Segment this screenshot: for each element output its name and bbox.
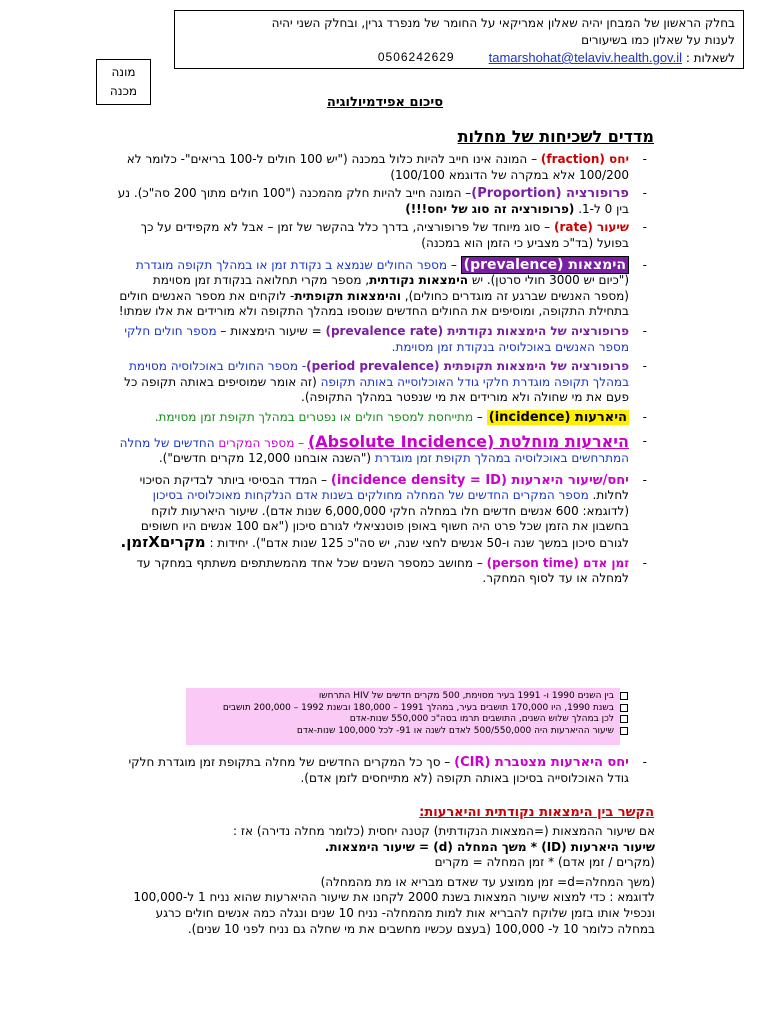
exam-note-box xyxy=(174,10,744,69)
term-absolute-incidence: היארעות מוחלטת (Absolute Incidence) xyxy=(307,431,629,451)
term-prevalence-rate: פרופורציה של הימצאות נקודתית (prevalence rate) xyxy=(325,323,629,338)
note-line-1: בחלק הראשון של המבחן יהיה שאלון אמריקאי על החומר של מנפרד גרין, ובחלק השני יהיה xyxy=(271,16,735,30)
term-person-time: זמן אדם (person time) xyxy=(486,555,629,570)
list-item-absolute-incidence: - היארעות מוחלטת (Absolute Incidence) – מספר המקרים החדשים של מחלה המתרחשים באוכלוסיה במהלך תקופת זמן מוגדרת ("השנה אובחנו 12,000 מקרים חדשים"). xyxy=(115,434,645,467)
definitions-list xyxy=(115,152,645,590)
relationship-formula: שיעור היארעות (ID) * משך המחלה (d) = שיעור הימצאות. xyxy=(324,839,655,854)
document-title: סיכום אפידמיולוגיה xyxy=(326,95,444,110)
numerator-label: מונה xyxy=(111,65,136,79)
checkbox-icon xyxy=(620,715,628,723)
phone-number: 0506242629 xyxy=(377,50,455,64)
term-fraction: יחס (fraction) xyxy=(540,152,629,166)
list-item-proportion: - פרופורציה (Proportion)– המונה חייב להיות חלק מהמכנה ("100 חולים מתוך 200 סה"כ). נע בין 0 ל-1. (פרופורציה זה סוג של יחס!!!) xyxy=(115,186,645,217)
term-incidence-density: יחס/שיעור היארעות (incidence density = ID) xyxy=(330,472,629,488)
term-proportion: פרופורציה (Proportion) xyxy=(471,186,629,202)
example-box-content xyxy=(186,688,620,745)
list-item-rate: - שיעור (rate) – סוג מיוחד של פרופורציה, בדרך כלל בהקשר של זמן – אבל לא מקפידים על כך בפועל (בד"כ מצביע כי הזמן הוא במכנה) xyxy=(115,220,645,251)
relationship-line-3: (מקרים / זמן אדם) * זמן המחלה = מקרים xyxy=(434,855,655,870)
term-prevalence: הימצאות (prevalence) xyxy=(461,256,629,274)
example-line-2: בשנת 1990, היו 170,000 תושבים בעיר, במהלך 1991 – 180,000 ובשנת 1992 – 200,000 תושבים xyxy=(192,703,614,715)
section-title: מדדים לשכיחות של מחלות xyxy=(457,127,654,146)
email-link[interactable]: tamarshohat@telaviv.health.gov.il xyxy=(488,50,682,65)
example-line-1: בין השנים 1990 ו- 1991 בעיר מסוימת, 500 מקרים חדשים של HIV התרחשו xyxy=(192,691,614,703)
example-line-4: שיעור ההיארעות היה 500/550,000 לאדם לשנה או 91- לכל 100,000 שנות-אדם xyxy=(192,726,614,738)
relationship-section-body xyxy=(115,824,655,937)
list-item-prevalence: - הימצאות (prevalence) – מספר החולים שנמצא ב נקודת זמן או במהלך תקופה מוגדרת ("כיום יש 3000 חולי סרטן). יש הימצאות נקודתית, מספר מקרי תחלואה בנקודת זמן מסוימת (מספר האנשים שברגע זה מוגדרים כחולים), והימצאות תקופתית- לוקחים את מספר האנשים חולים בתחילת התקופה, ומוסיפים את החולים החדשים שנוספו במהלך התקופה ולא מורידים את אלו שמתו! xyxy=(115,258,645,320)
denominator-label: מכנה xyxy=(109,84,138,98)
relationship-line-4: (משך המחלה=d= זמן ממוצע עד שאדם מבריא או מת מהמחלה) xyxy=(320,874,655,889)
example-line-3: לכן במהלך שלוש השנים, התושבים תרמו בסה"כ 550,000 שנות-אדם xyxy=(192,714,614,726)
relationship-section-title: הקשר בין הימצאות נקודתית והיארעות: xyxy=(419,805,654,820)
checkbox-icon xyxy=(620,692,628,700)
list-item-period-prevalence: - פרופורציה של הימצאות תקופתית (period prevalence)- מספר החולים באוכלוסיה מסוימת במהלך תקופה מוגדרת חלקי גודל האוכלוסייה באותה תקופה (זה אומר שמוסיפים באותה תקופה כל פעם את מי שחולה ולא מורידים את מי שנפטר במהלך התקופה). xyxy=(115,359,645,406)
list-item-incidence-density: - יחס/שיעור היארעות (incidence density = ID) – המדד הבסיסי ביותר לבדיקת הסיכוי לחלות. מספר המקרים החדשים של המחלה מחולקים בשנות אדם הנלקחות מאוכלוסיה בסיכון (לדוגמא: 600 אנשים חדשים חלו במחלה חלקי 6,000,000 שנות אדם). שיעור היארעות לוקח בחשבון את הזמן שכל פרט היה חשוף באופן פוטנציאלי לגורם סיכון ("אם 100 אנשים היו חשופים לגורם סיכון במשך שנה ו-50 אנשים לחצי שנה, יש סה"כ 125 שנות אדם"). יחידות : מקריםXזמן. xyxy=(115,473,645,552)
term-rate: שיעור (rate) xyxy=(553,220,629,235)
term-period-prevalence: פרופורציה של הימצאות תקופתית (period prevalence) xyxy=(306,359,629,374)
contact-line xyxy=(183,49,735,67)
list-item-incidence: - היארעות (incidence) – מתייחסת למספר חולים או נפטרים במהלך תקופת זמן מסוימת. xyxy=(115,410,645,426)
relationship-line-1: אם שיעור ההמצאות (=המצאות הנקודתית) קטנה יחסית (כלומר מחלה נדירה) אז : xyxy=(232,824,655,838)
note-line-2: לענות על שאלון כמו בשיעורים xyxy=(581,33,735,47)
list-item-fraction: - יחס (fraction) – המונה אינו חייב להיות כלול במכנה ("יש 100 חולים ל-100 בריאים"- כלומר לא 100/200 אלא במקרה של הדוגמא 100/100) xyxy=(115,152,645,183)
definitions-list-continued xyxy=(115,755,645,789)
term-incidence: היארעות (incidence) xyxy=(488,409,627,425)
questions-label: לשאלות : xyxy=(685,51,735,65)
relationship-example: לדוגמא : כדי למצוא שיעור המצאות בשנת 2000 לקחנו את שיעור ההיארעות שהוא נניח 1 ל-100,000 ונכפיל אותו בזמן שלוקח להבריא אות למות מהמחלה- נניח 10 שנים ונגלה כמה אנשים חולים כרגע במחלה כלומר 10 ל- 100,000 (בעצם עכשיו מחשבים את מי שחלה גם נניח לפני 10 שנים). xyxy=(133,890,655,936)
list-item-prevalence-rate: - פרופורציה של הימצאות נקודתית (prevalence rate) = שיעור הימצאות – מספר חולים חלקי מספר האנשים באוכלוסיה בנקודת זמן מסוימת. xyxy=(115,324,645,355)
list-item-cir: - יחס היארעות מצטברת (CIR) – סך כל המקרים החדשים של מחלה בתקופת זמן מוגדרת חלקי גודל האוכלוסייה בסיכון באותה תקופה (לא מתייחסים לזמן אדם). xyxy=(115,755,645,786)
checkbox-icon xyxy=(620,727,628,735)
numerator-denominator-box xyxy=(96,59,151,105)
checkbox-icon xyxy=(620,704,628,712)
term-cir: יחס היארעות מצטברת (CIR) xyxy=(454,755,629,770)
list-item-person-time: - זמן אדם (person time) – מחושב כמספר השנים שכל אחד מהמשתתפים משתתף במחקר עד למחלה או עד לסוף המחקר. xyxy=(115,556,645,587)
example-box xyxy=(170,688,620,745)
